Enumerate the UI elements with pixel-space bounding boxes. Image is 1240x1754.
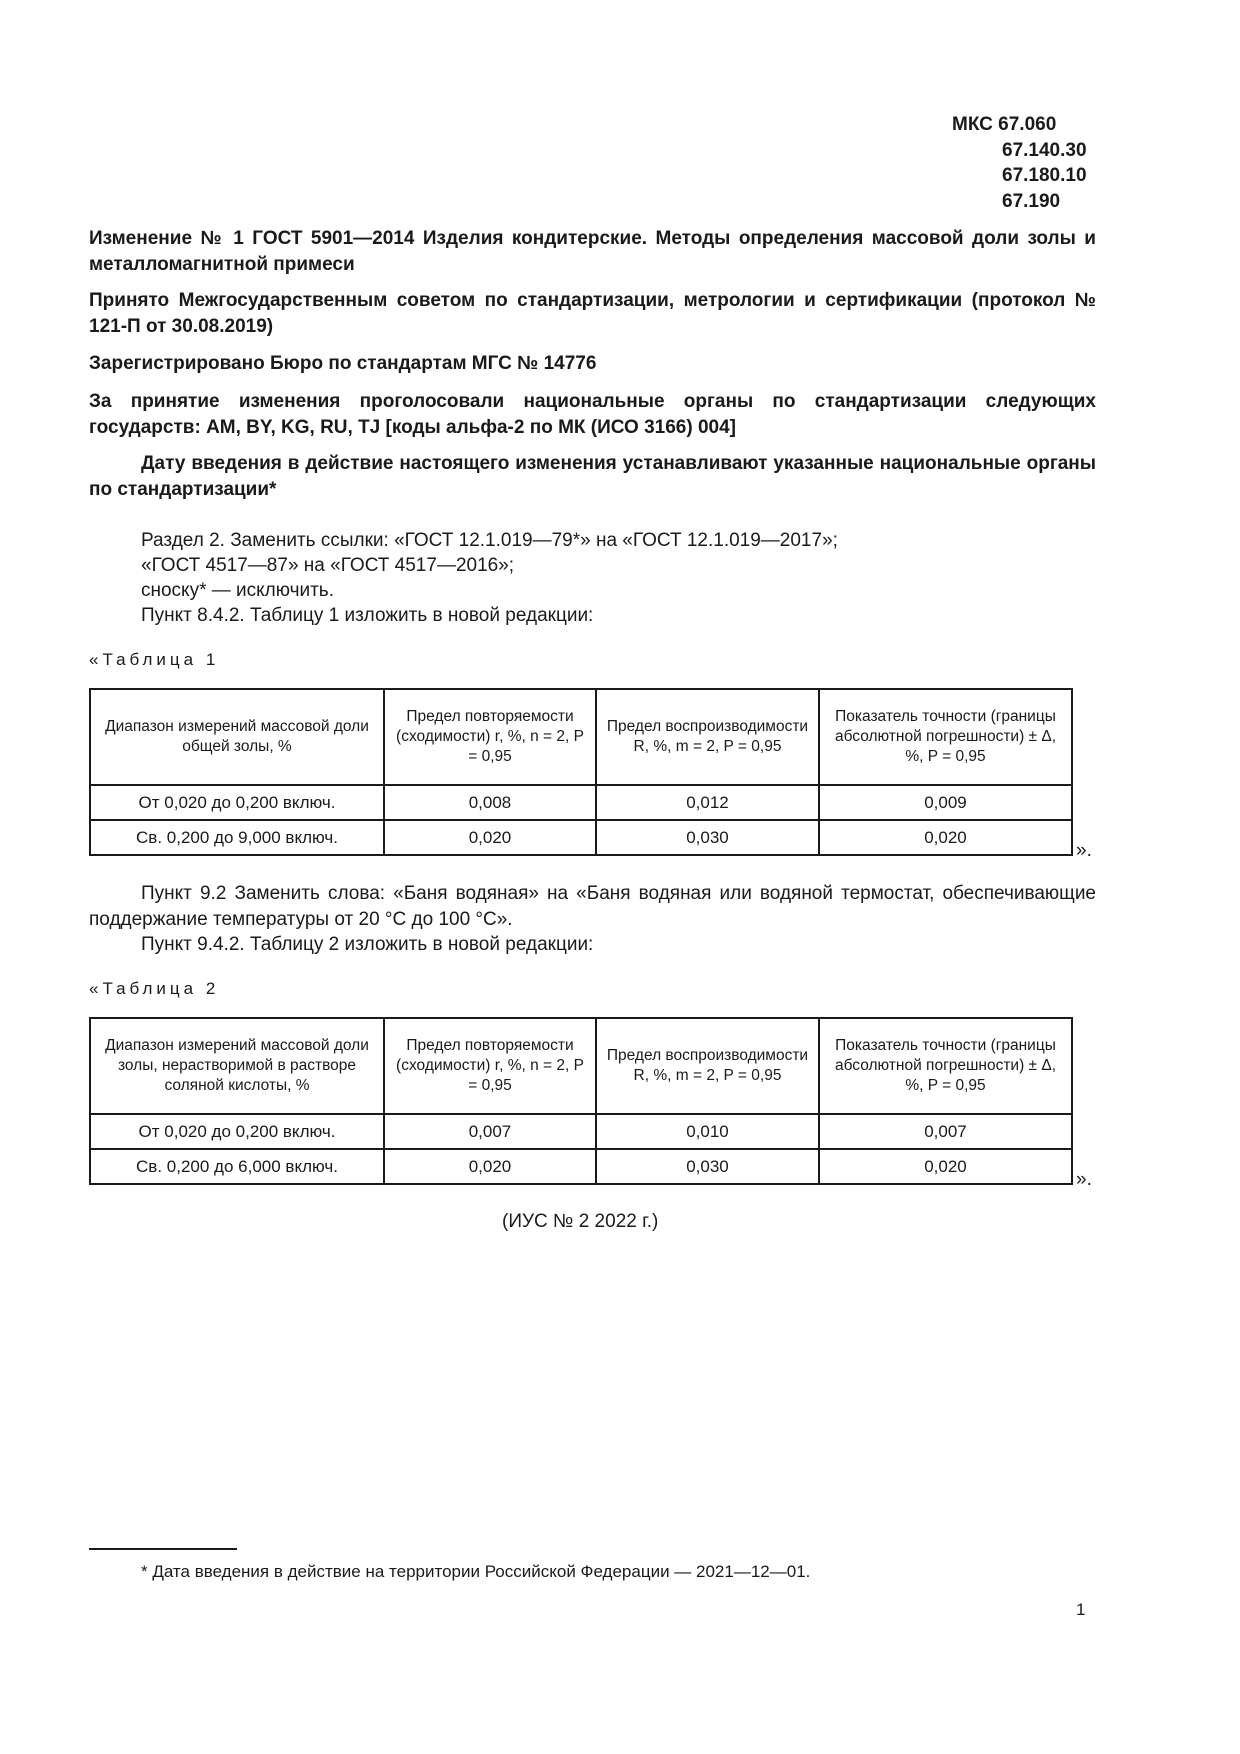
table-cell: 0,020 — [384, 820, 596, 855]
table-cell: 0,007 — [819, 1114, 1072, 1149]
table-cell: 0,012 — [596, 785, 819, 820]
table-cell: 0,030 — [596, 820, 819, 855]
footnote: * Дата введения в действие на территории Российской Федерации — 2021—12—01. — [141, 1562, 811, 1581]
mks-code-4: 67.190 — [1002, 190, 1061, 212]
table2-header-cell: Предел повторяемости (сходимости) r, %, n = 2, P = 0,95 — [384, 1018, 596, 1114]
section2-line3: сноску* — исключить. — [141, 580, 334, 601]
table1-header-row — [90, 689, 1072, 785]
table1-header-cell: Показатель точности (границы абсолютной погрешности) ± Δ, %, P = 0,95 — [819, 689, 1072, 785]
table-cell: 0,007 — [384, 1114, 596, 1149]
effective-date-statement: Дату введения в действие настоящего изменения устанавливают указанные национальные органы по стандартизации* — [89, 453, 1096, 500]
table-cell: 0,009 — [819, 785, 1072, 820]
ius-reference: (ИУС № 2 2022 г.) — [502, 1211, 659, 1232]
table1 — [89, 688, 1073, 856]
table-cell: 0,020 — [819, 820, 1072, 855]
mks-code-1: МКС 67.060 — [952, 114, 1057, 135]
mks-code-2: 67.140.30 — [1002, 139, 1087, 161]
table-row — [90, 820, 1072, 855]
table2-header-cell: Показатель точности (границы абсолютной погрешности) ± Δ, %, P = 0,95 — [819, 1018, 1072, 1114]
table1-header-cell: Предел воспроизводимости R, %, m = 2, P = 0,95 — [596, 689, 819, 785]
table2-header-cell: Диапазон измерений массовой доли золы, нерастворимой в растворе соляной кислоты, % — [90, 1018, 384, 1114]
table2 — [89, 1017, 1073, 1185]
table-cell: Св. 0,200 до 6,000 включ. — [90, 1149, 384, 1184]
table-cell: От 0,020 до 0,200 включ. — [90, 785, 384, 820]
footnote-divider — [89, 1548, 237, 1550]
table2-end-mark: ». — [1076, 1169, 1092, 1190]
table-cell: 0,008 — [384, 785, 596, 820]
table-cell: 0,010 — [596, 1114, 819, 1149]
table-row — [90, 1149, 1072, 1184]
section2-line2: «ГОСТ 4517—87» на «ГОСТ 4517—2016»; — [141, 555, 515, 576]
mks-code-3: 67.180.10 — [1002, 165, 1087, 186]
voted-statement: За принятие изменения проголосовали национальные органы по стандартизации следующих государств: AM, BY, KG, RU, TJ [коды альфа-2 по МК (ИСО 3166) 004] — [89, 391, 1096, 438]
table2-header-row — [90, 1018, 1072, 1114]
item-842: Пункт 8.4.2. Таблицу 1 изложить в новой редакции: — [141, 605, 594, 626]
item-942: Пункт 9.4.2. Таблицу 2 изложить в новой редакции: — [141, 934, 594, 955]
registered-statement: Зарегистрировано Бюро по стандартам МГС № 14776 — [89, 353, 597, 374]
table-row — [90, 785, 1072, 820]
table-cell: 0,020 — [384, 1149, 596, 1184]
table-cell: 0,020 — [819, 1149, 1072, 1184]
table-row — [90, 1114, 1072, 1149]
table-cell: Св. 0,200 до 9,000 включ. — [90, 820, 384, 855]
item-92: Пункт 9.2 Заменить слова: «Баня водяная» на «Баня водяная или водяной термостат, обеспечивающие поддержание температуры от 20 °С до 100 °С». — [89, 883, 1096, 930]
adopted-statement: Принято Межгосударственным советом по стандартизации, метрологии и сертификации (протокол № 121-П от 30.08.2019) — [89, 290, 1096, 337]
table1-end-mark: ». — [1076, 840, 1092, 861]
mks-codes — [952, 112, 1087, 214]
table-cell: 0,030 — [596, 1149, 819, 1184]
amendment-title: Изменение № 1 ГОСТ 5901—2014 Изделия кондитерские. Методы определения массовой доли золы и металломагнитной примеси — [89, 228, 1096, 275]
table2-caption: «Таблица 2 — [89, 979, 220, 998]
table-cell: От 0,020 до 0,200 включ. — [90, 1114, 384, 1149]
table1-header-cell: Предел повторяемости (сходимости) r, %, n = 2, P = 0,95 — [384, 689, 596, 785]
table1-caption: «Таблица 1 — [89, 650, 220, 669]
page-number: 1 — [1076, 1600, 1086, 1619]
table1-header-cell: Диапазон измерений массовой доли общей золы, % — [90, 689, 384, 785]
section2-line1: Раздел 2. Заменить ссылки: «ГОСТ 12.1.019—79*» на «ГОСТ 12.1.019—2017»; — [141, 530, 838, 551]
table2-header-cell: Предел воспроизводимости R, %, m = 2, P = 0,95 — [596, 1018, 819, 1114]
